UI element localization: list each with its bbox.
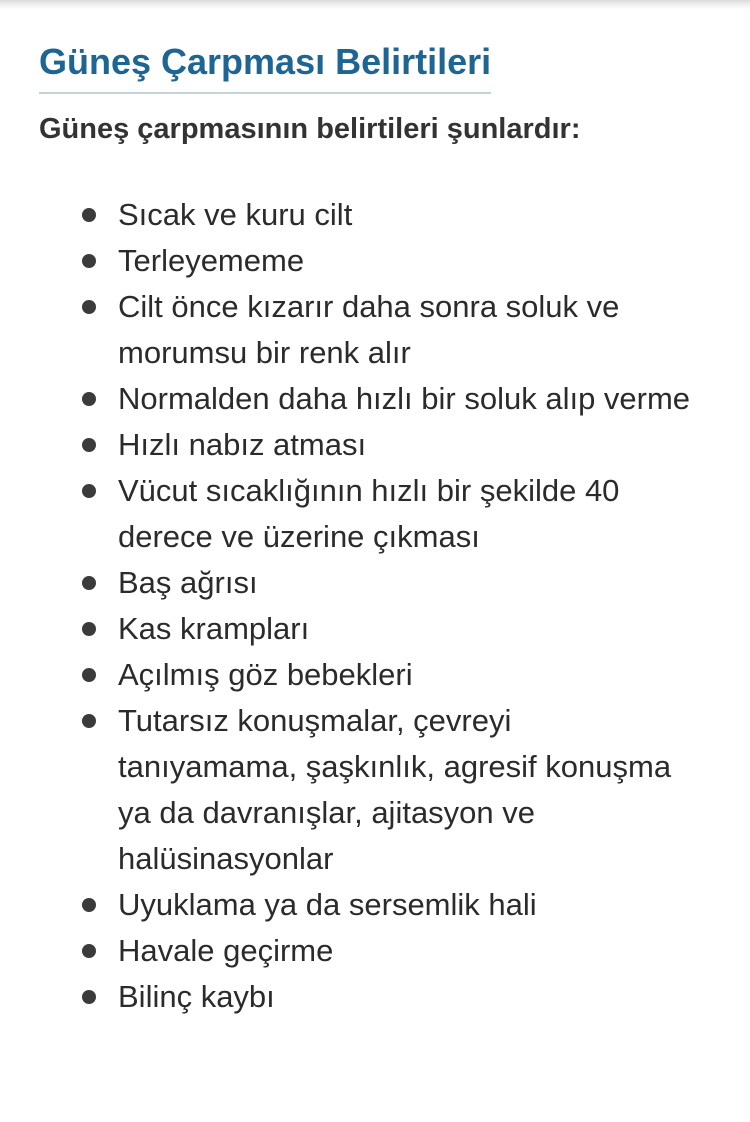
list-item (39, 284, 699, 376)
list-item (39, 560, 699, 606)
list-item (39, 468, 699, 560)
list-item-text: Terleyememe (118, 243, 305, 279)
bullet-icon (82, 668, 96, 682)
list-item-text: Havale geçirme (118, 933, 334, 969)
title-underline (39, 40, 491, 94)
list-item-text: Baş ağrısı (118, 565, 258, 601)
list-item (39, 882, 699, 928)
bullet-icon (82, 714, 96, 728)
list-item-text: Hızlı nabız atması (118, 427, 367, 463)
list-item-text: Vücut sıcaklığının hızlı bir şekilde 40 derece ve üzerine çıkması (118, 473, 620, 555)
list-item-text: Bilinç kaybı (118, 979, 275, 1015)
top-edge-shadow (0, 0, 750, 10)
page-title: Güneş Çarpması Belirtileri (39, 41, 492, 82)
bullet-icon (82, 990, 96, 1004)
list-item-text: Kas krampları (118, 611, 310, 647)
bullet-icon (82, 622, 96, 636)
bullet-icon (82, 438, 96, 452)
list-item (39, 376, 699, 422)
bullet-icon (82, 300, 96, 314)
list-item (39, 238, 699, 284)
bullet-icon (82, 254, 96, 268)
list-item-text: Normalden daha hızlı bir soluk alıp verme (118, 381, 691, 417)
symptom-list (39, 192, 719, 1020)
list-item-text: Açılmış göz bebekleri (118, 657, 413, 693)
list-item (39, 698, 699, 882)
bullet-icon (82, 484, 96, 498)
list-item (39, 928, 699, 974)
list-item-text: Uyuklama ya da sersemlik hali (118, 887, 537, 923)
list-item (39, 422, 699, 468)
list-item (39, 192, 699, 238)
list-item (39, 652, 699, 698)
list-item (39, 974, 699, 1020)
list-item-text: Sıcak ve kuru cilt (118, 197, 353, 233)
article-content (39, 40, 719, 1020)
bullet-icon (82, 208, 96, 222)
bullet-icon (82, 576, 96, 590)
list-item-text: Cilt önce kızarır daha sonra soluk ve morumsu bir renk alır (118, 289, 620, 371)
bullet-icon (82, 898, 96, 912)
bullet-icon (82, 944, 96, 958)
list-item-text: Tutarsız konuşmalar, çevreyi tanıyamama, şaşkınlık, agresif konuşma ya da davranışlar, ajitasyon ve halüsinasyonlar (118, 703, 672, 877)
intro-text: Güneş çarpmasının belirtileri şunlardır: (39, 113, 581, 146)
bullet-icon (82, 392, 96, 406)
list-item (39, 606, 699, 652)
